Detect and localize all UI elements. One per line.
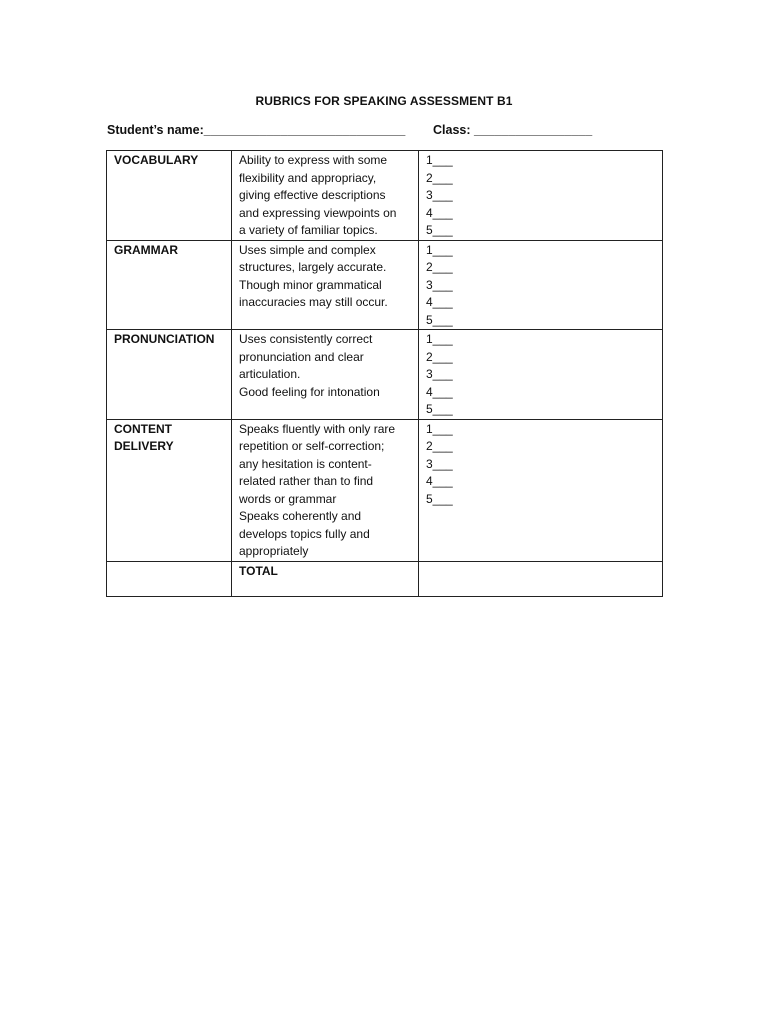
description-line: related rather than to find: [239, 474, 374, 488]
score-blank: 1___: [426, 421, 453, 436]
description-line: flexibility and appropriacy,: [239, 170, 377, 185]
score-blank: 5___: [426, 223, 453, 237]
rubric-row-grammar: [107, 240, 663, 330]
criterion-label: VOCABULARY: [114, 153, 199, 167]
description-line: Uses simple and complex: [239, 242, 376, 257]
description-line: giving effective descriptions: [239, 188, 386, 202]
score-blank: 2___: [426, 349, 453, 364]
description-line: inaccuracies may still occur.: [239, 295, 388, 309]
score-cell: [419, 330, 663, 420]
score-cell: [419, 419, 663, 561]
rubric-table: [106, 150, 663, 597]
rubric-row-vocabulary: [107, 151, 663, 241]
rubric-row-pronunciation: [107, 330, 663, 420]
description-line: Ability to express with some: [239, 153, 388, 167]
criterion-cell: [107, 419, 232, 561]
document-title: RUBRICS FOR SPEAKING ASSESSMENT B1: [255, 94, 513, 108]
description-line: words or grammar: [239, 491, 337, 506]
description-line: develops topics fully and: [239, 526, 370, 541]
class-field: Class: _________________: [433, 123, 593, 137]
score-blank: 2___: [426, 170, 453, 185]
score-cell: [419, 151, 663, 241]
score-blank: 2___: [426, 260, 453, 274]
score-blank: 5___: [426, 402, 453, 416]
score-blank: 4___: [426, 205, 453, 220]
criterion-cell: [107, 330, 232, 420]
criterion-label: CONTENT: [114, 421, 172, 436]
score-blank: 1___: [426, 153, 453, 167]
criterion-label: PRONUNCIATION: [114, 332, 215, 346]
description-line: Speaks fluently with only rare: [239, 421, 396, 436]
score-blank: 1___: [426, 242, 453, 257]
criterion-label: DELIVERY: [114, 439, 174, 453]
description-line: Uses consistently correct: [239, 332, 373, 346]
score-blank: 4___: [426, 295, 453, 309]
description-line: repetition or self-correction;: [239, 439, 385, 453]
score-blank: 1___: [426, 332, 453, 346]
criterion-cell: [107, 151, 232, 241]
score-cell: [419, 240, 663, 330]
total-score-cell: [419, 561, 663, 596]
description-line: Speaks coherently and: [239, 509, 362, 523]
score-blank: 3___: [426, 367, 453, 381]
score-blank: 4___: [426, 474, 453, 488]
description-cell: [232, 151, 419, 241]
description-cell: [232, 419, 419, 561]
score-blank: 3___: [426, 277, 453, 292]
score-blank: 5___: [426, 312, 453, 327]
description-cell: [232, 240, 419, 330]
description-line: any hesitation is content-: [239, 456, 372, 471]
rubric-row-total: [107, 561, 663, 596]
score-blank: 5___: [426, 491, 453, 506]
criterion-cell: [107, 240, 232, 330]
description-cell: [232, 330, 419, 420]
description-line: appropriately: [239, 544, 309, 558]
description-line: a variety of familiar topics.: [239, 223, 378, 237]
total-label: TOTAL: [232, 561, 419, 596]
description-line: structures, largely accurate.: [239, 260, 387, 274]
description-line: articulation.: [239, 367, 301, 381]
criterion-label: GRAMMAR: [114, 242, 178, 257]
total-empty-cell: [107, 561, 232, 596]
student-name-field: Student’s name:_____________________________: [107, 123, 406, 137]
score-blank: 4___: [426, 384, 453, 399]
score-blank: 3___: [426, 188, 453, 202]
description-line: pronunciation and clear: [239, 349, 364, 364]
description-line: and expressing viewpoints on: [239, 205, 397, 220]
description-line: Good feeling for intonation: [239, 384, 380, 399]
score-blank: 2___: [426, 439, 453, 453]
rubric-row-content-delivery: [107, 419, 663, 561]
description-line: Though minor grammatical: [239, 277, 382, 292]
score-blank: 3___: [426, 456, 453, 471]
